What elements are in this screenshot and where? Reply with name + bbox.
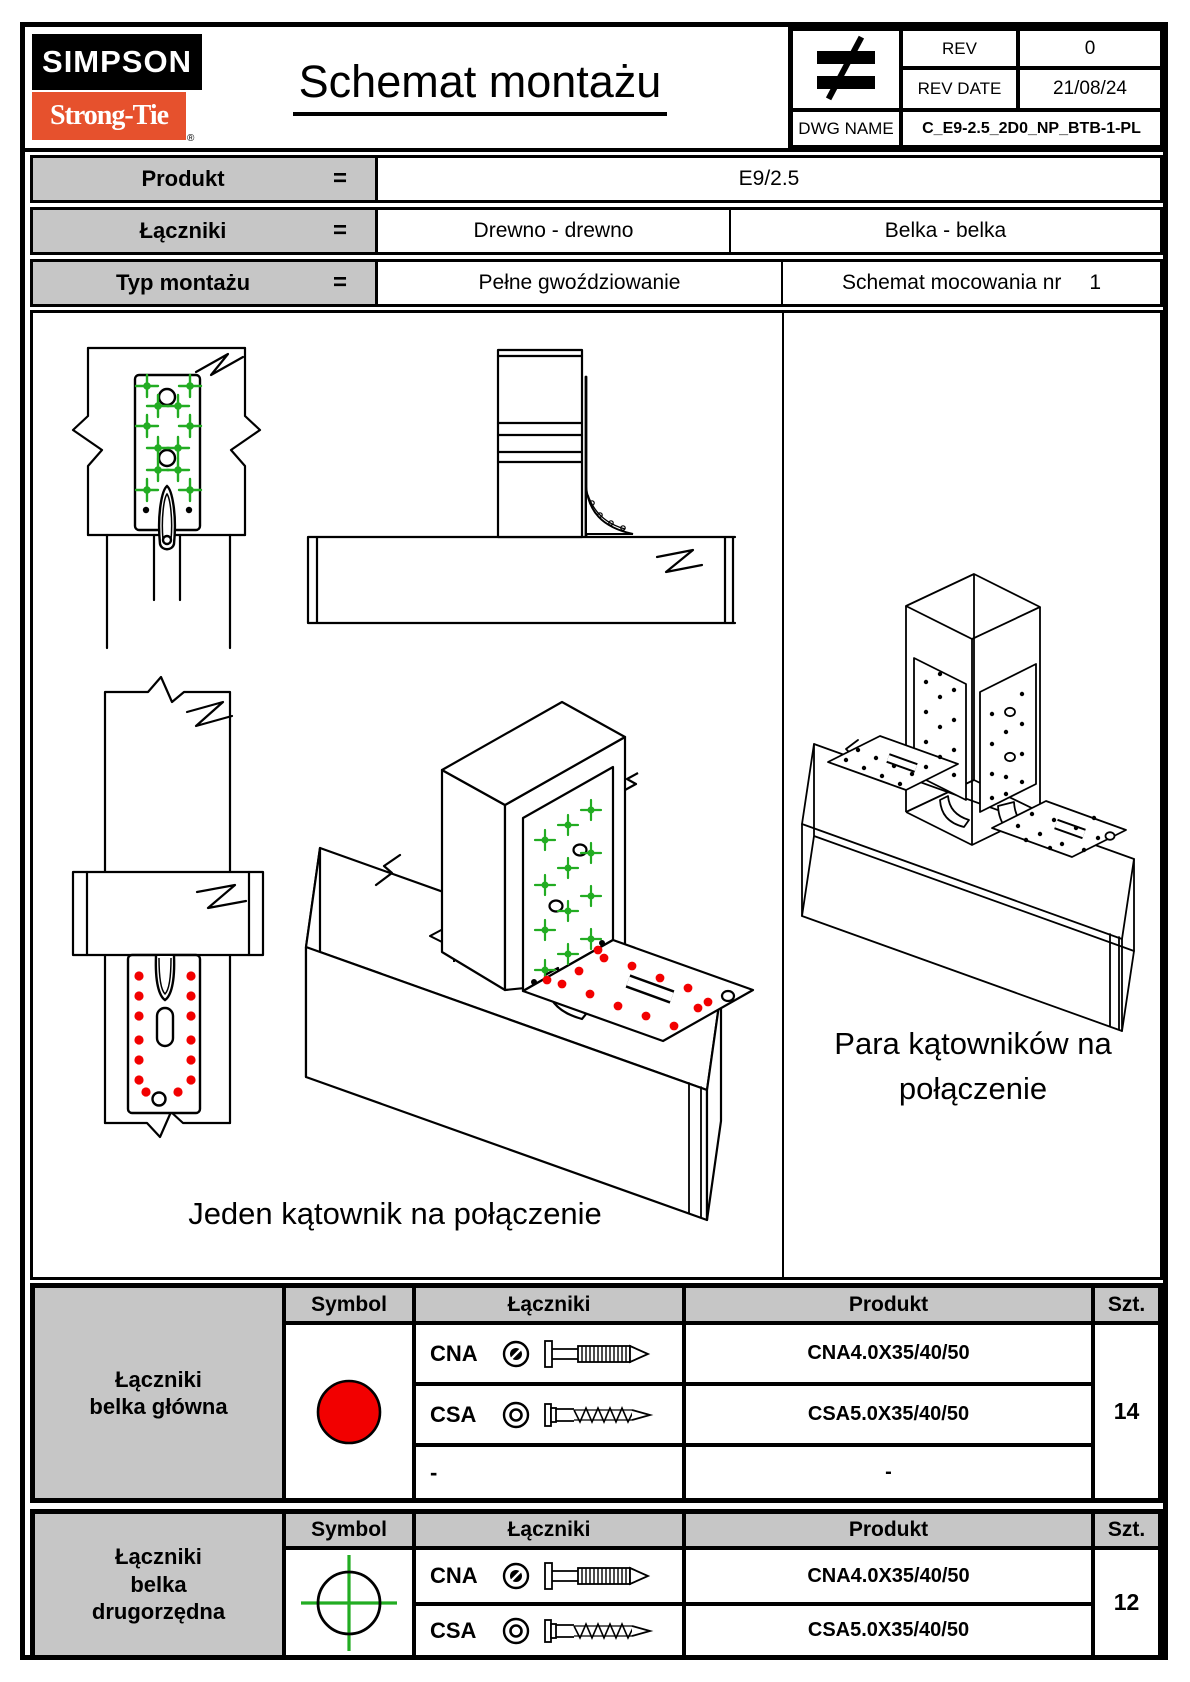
group-label-line2: belka główna bbox=[89, 1394, 228, 1419]
spec-laczniki-value-right: Belka - belka bbox=[884, 219, 1007, 242]
fastener-code: CSA bbox=[430, 1617, 477, 1643]
col-header-laczniki: Łączniki bbox=[414, 1512, 684, 1548]
right-bracket bbox=[980, 664, 1126, 857]
csa-screw-icon bbox=[544, 1400, 656, 1430]
cna-nail-icon bbox=[544, 1561, 656, 1591]
page-title-wrap bbox=[250, 56, 710, 116]
symbol-cell-main-beam bbox=[284, 1323, 414, 1500]
fastener-row-csa bbox=[414, 1604, 684, 1657]
green-crosshair-symbol-icon bbox=[297, 1551, 401, 1655]
isometric-single-bracket-drawing bbox=[280, 640, 770, 1240]
spec-typ-label-cell bbox=[33, 262, 378, 304]
equals-sign: = bbox=[333, 165, 348, 192]
fastener-code: - bbox=[430, 1459, 438, 1485]
product-csa: CSA5.0X35/40/50 bbox=[684, 1384, 1093, 1445]
equals-sign: = bbox=[333, 269, 348, 296]
page-title: Schemat montażu bbox=[293, 56, 668, 116]
col-header-szt: Szt. bbox=[1093, 1512, 1160, 1548]
fastener-table-main-beam bbox=[30, 1283, 1163, 1503]
simpson-logo bbox=[32, 34, 202, 90]
rev-label: REV bbox=[901, 29, 1018, 68]
fastener-code: CSA bbox=[430, 1401, 477, 1427]
spec-row-laczniki bbox=[30, 207, 1163, 255]
fastener-table-secondary-beam bbox=[30, 1509, 1163, 1660]
fastener-code: CNA bbox=[430, 1340, 478, 1366]
left-bracket bbox=[828, 658, 969, 827]
fastener-row-cna bbox=[414, 1548, 684, 1604]
strongtie-logo bbox=[32, 92, 186, 140]
col-header-symbol: Symbol bbox=[284, 1512, 414, 1548]
group-label-line2: belka bbox=[130, 1571, 187, 1597]
right-drawing-caption bbox=[790, 1022, 1156, 1112]
spec-typ-label: Typ montażu bbox=[115, 270, 251, 295]
product-cna: CNA4.0X35/40/50 bbox=[684, 1548, 1093, 1604]
csa-screw-icon bbox=[544, 1616, 656, 1646]
group-label-main-beam bbox=[33, 1286, 284, 1500]
group-label-line1: Łączniki bbox=[115, 1544, 202, 1570]
fastener-row-csa bbox=[414, 1384, 684, 1445]
schemat-mocowania-number: 1 bbox=[1089, 271, 1102, 294]
product-csa: CSA5.0X35/40/50 bbox=[684, 1604, 1093, 1657]
angle-bracket-plate bbox=[135, 375, 200, 549]
not-equal-symbol-icon bbox=[791, 29, 901, 110]
col-header-szt: Szt. bbox=[1093, 1286, 1160, 1323]
drawing-area-divider bbox=[782, 312, 784, 1278]
spec-produkt-label-cell bbox=[33, 158, 378, 200]
qty-main-beam: 14 bbox=[1093, 1323, 1160, 1500]
simpson-logo-text: SIMPSON bbox=[42, 44, 192, 79]
spec-laczniki-label-cell bbox=[33, 210, 378, 252]
group-label-line3: drugorzędna bbox=[91, 1599, 226, 1625]
fastener-code: CNA bbox=[430, 1563, 478, 1588]
group-label-line1: Łączniki bbox=[115, 1366, 202, 1392]
col-header-laczniki: Łączniki bbox=[414, 1286, 684, 1323]
strongtie-logo-text: Strong-Tie bbox=[49, 100, 169, 131]
not-equal-bar-bottom bbox=[817, 76, 875, 89]
product-empty: - bbox=[684, 1445, 1093, 1500]
col-header-symbol: Symbol bbox=[284, 1286, 414, 1323]
qty-secondary-beam: 12 bbox=[1093, 1548, 1160, 1657]
group-label-secondary-beam bbox=[33, 1512, 284, 1657]
equals-sign: = bbox=[333, 217, 348, 244]
spec-typ-value-left: Pełne gwoździowanie bbox=[378, 262, 783, 304]
schemat-mocowania-label: Schemat mocowania nr bbox=[841, 271, 1062, 294]
spec-produkt-value: E9/2.5 bbox=[738, 167, 800, 190]
csa-head-icon bbox=[501, 1400, 531, 1430]
rev-date-label: REV DATE bbox=[901, 68, 1018, 110]
cna-head-icon bbox=[501, 1339, 531, 1369]
spec-laczniki-value-left: Drewno - drewno bbox=[378, 210, 731, 252]
rev-value: 0 bbox=[1018, 29, 1162, 68]
left-drawing-caption: Jeden kątownik na połączenie bbox=[188, 1196, 602, 1231]
red-circle-symbol-icon bbox=[311, 1374, 387, 1450]
cna-head-icon bbox=[501, 1561, 531, 1591]
col-header-produkt: Produkt bbox=[684, 1286, 1093, 1323]
front-view-secondary-beam-drawing bbox=[50, 318, 265, 650]
registered-trademark-icon: ® bbox=[187, 133, 195, 144]
bracket-edge-profile bbox=[586, 487, 633, 534]
right-caption-line2: połączenie bbox=[898, 1070, 1048, 1106]
dwg-name-label: DWG NAME bbox=[791, 110, 901, 147]
not-equal-slash bbox=[826, 36, 864, 101]
col-header-produkt: Produkt bbox=[684, 1512, 1093, 1548]
product-cna: CNA4.0X35/40/50 bbox=[684, 1323, 1093, 1384]
joint-outline bbox=[308, 350, 735, 623]
spec-typ-value-right bbox=[783, 262, 1160, 304]
symbol-cell-secondary-beam bbox=[284, 1548, 414, 1657]
csa-head-icon bbox=[501, 1616, 531, 1646]
cna-nail-icon bbox=[544, 1339, 656, 1369]
spec-produkt-label: Produkt bbox=[141, 166, 225, 191]
dwg-name-value: C_E9-2.5_2D0_NP_BTB-1-PL bbox=[901, 110, 1162, 147]
spec-row-typ-montazu bbox=[30, 259, 1163, 307]
spec-laczniki-label: Łączniki bbox=[139, 218, 227, 243]
front-view-main-beam-drawing bbox=[55, 640, 270, 1162]
isometric-bracket-pair-drawing bbox=[788, 562, 1160, 1032]
fastener-row-cna bbox=[414, 1323, 684, 1384]
fastener-row-empty bbox=[414, 1445, 684, 1500]
header-divider bbox=[20, 148, 1168, 152]
rev-date-value: 21/08/24 bbox=[1018, 68, 1162, 110]
side-view-joint-drawing bbox=[295, 325, 740, 625]
right-caption-line1: Para kątowników na bbox=[834, 1026, 1112, 1061]
spec-row-produkt bbox=[30, 155, 1163, 203]
revision-title-block bbox=[788, 26, 1165, 150]
